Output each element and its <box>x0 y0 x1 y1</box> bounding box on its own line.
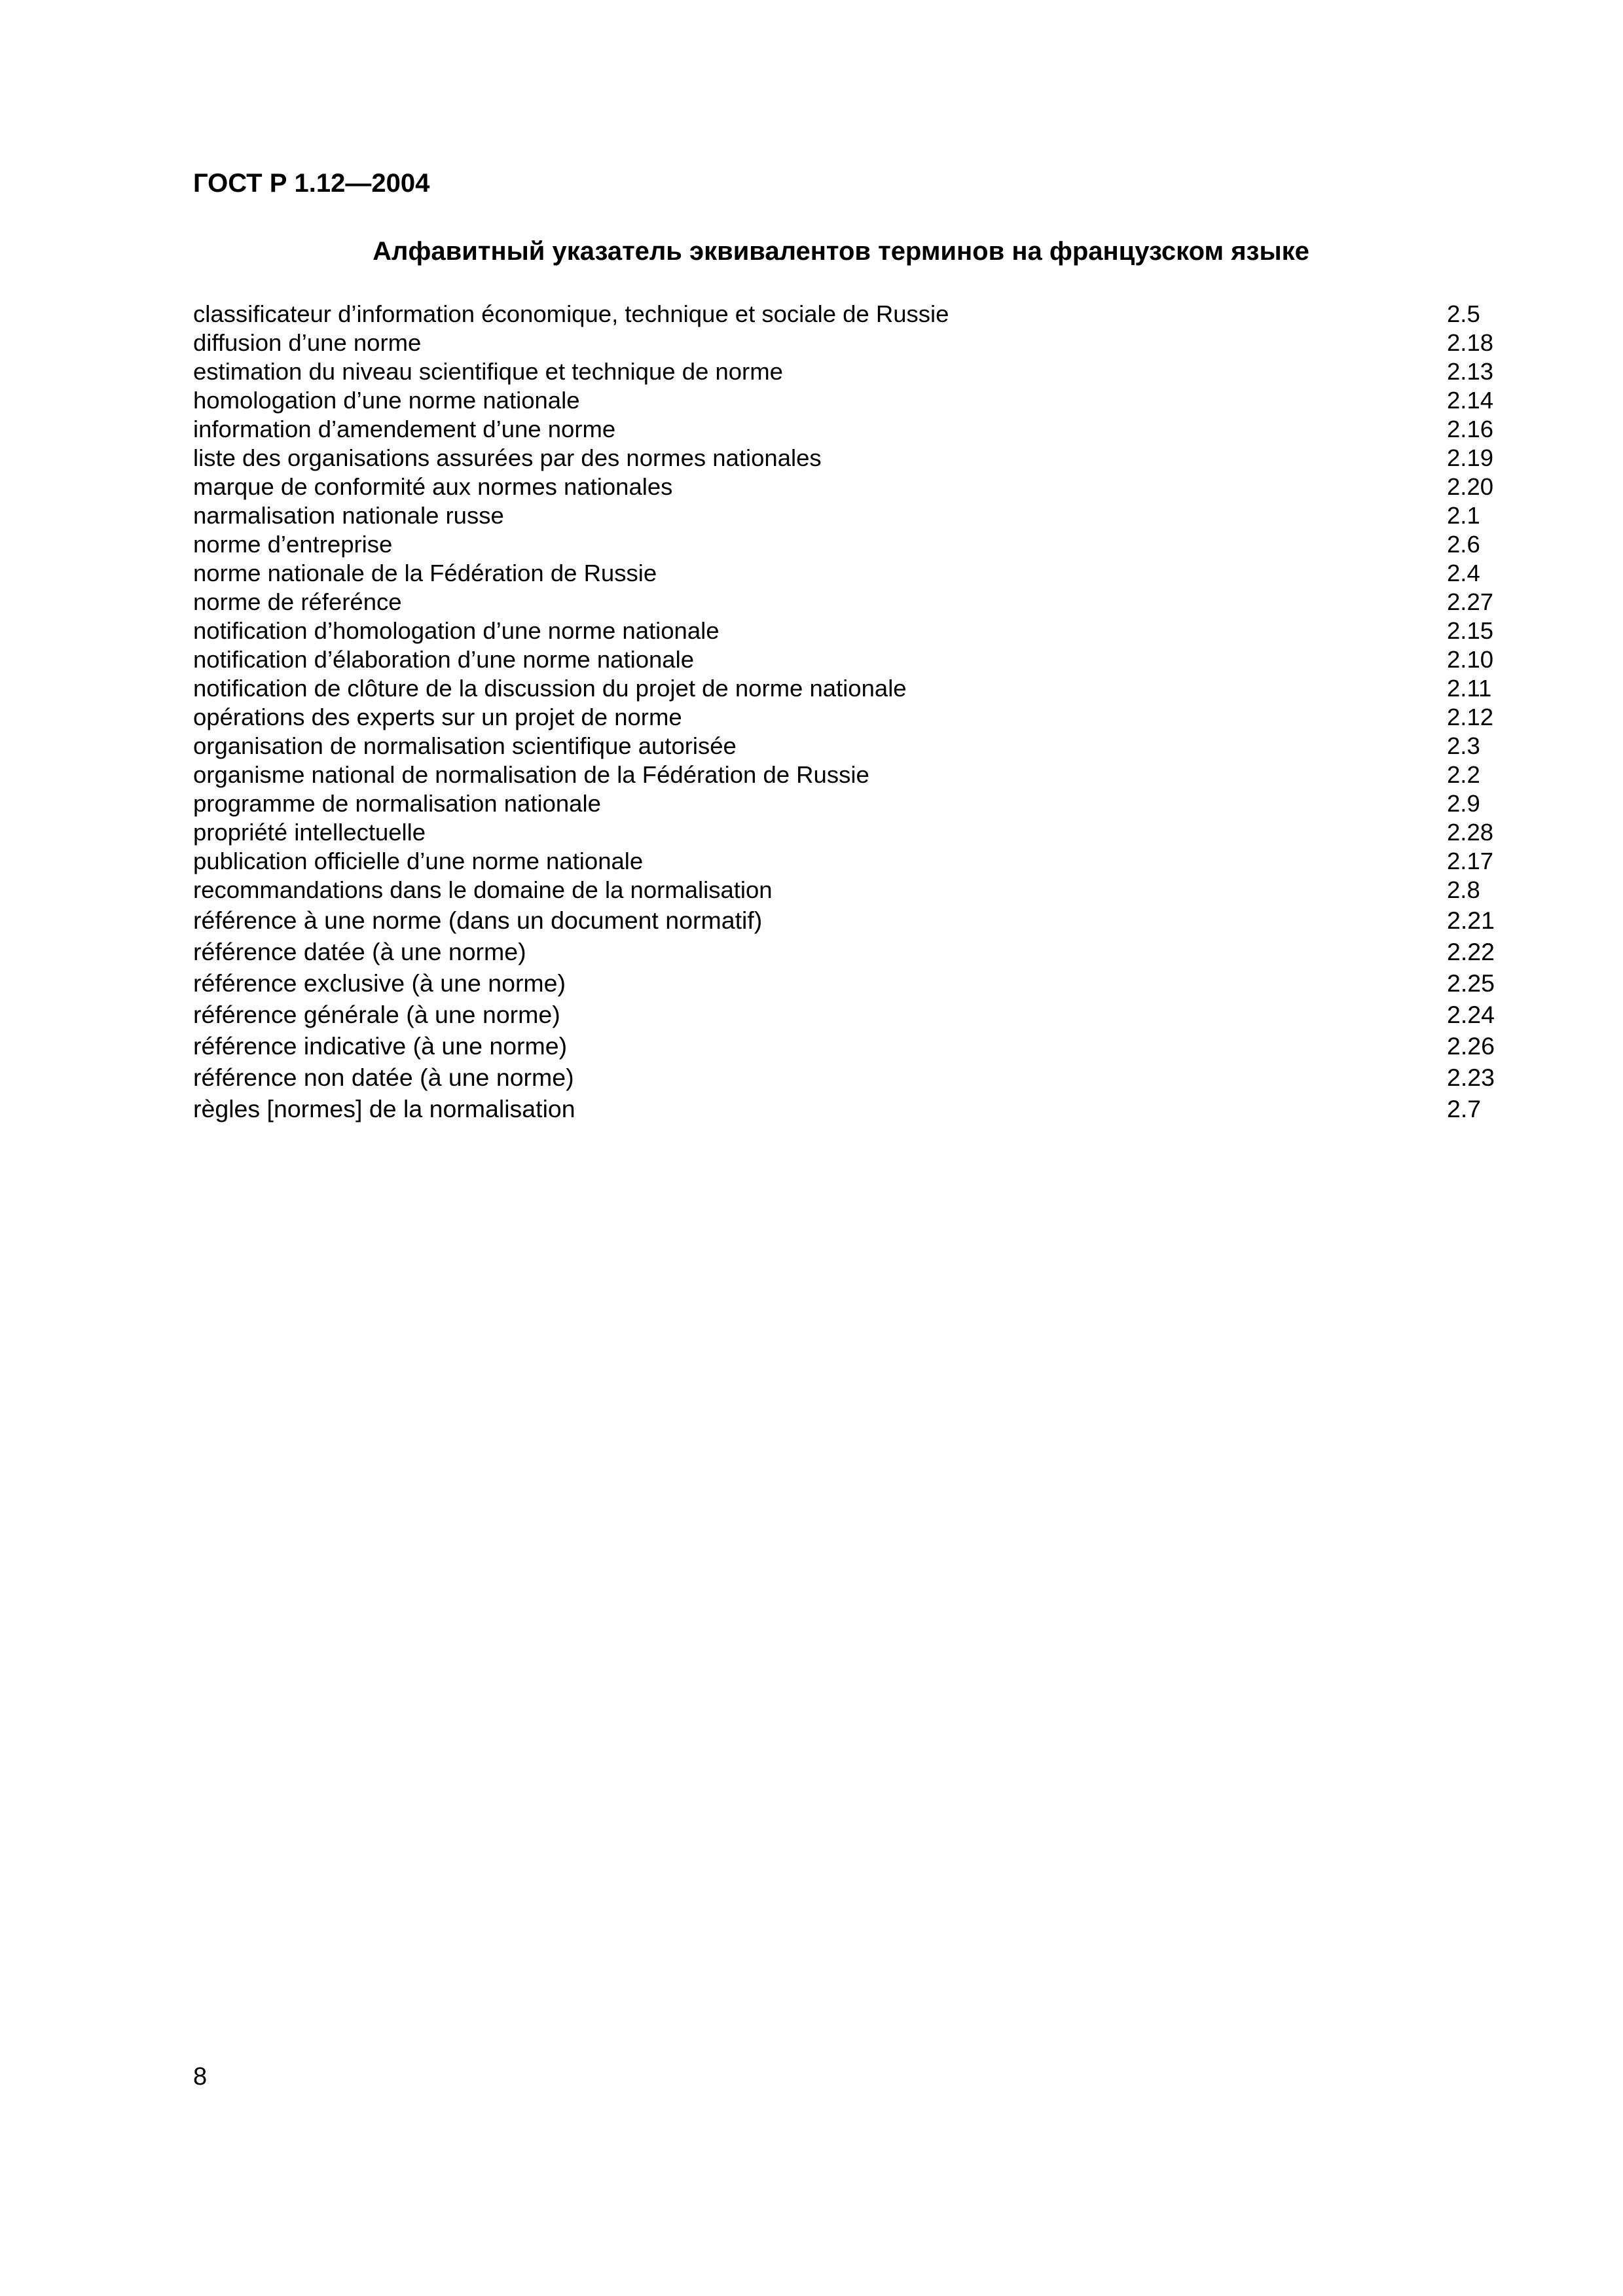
index-ref: 2.22 <box>1447 938 1495 965</box>
index-entry <box>193 999 1529 1030</box>
index-entry <box>193 386 1529 415</box>
index-term: norme d’entreprise <box>193 531 393 558</box>
index-ref: 2.17 <box>1447 848 1494 874</box>
index-ref: 2.26 <box>1447 1032 1495 1060</box>
index-term: norme nationale de la Fédération de Russie <box>193 560 657 586</box>
index-entry <box>193 967 1529 999</box>
index-ref: 2.28 <box>1447 819 1494 846</box>
index-term: diffusion d’une norme <box>193 329 422 356</box>
index-ref: 2.25 <box>1447 969 1495 997</box>
index-term: liste des organisations assurées par des normes nationales <box>193 444 822 471</box>
index-entry <box>193 732 1529 761</box>
index-term: norme de réferénce <box>193 588 402 615</box>
index-entry <box>193 617 1529 645</box>
index-ref: 2.20 <box>1447 473 1494 500</box>
index-ref: 2.5 <box>1447 300 1480 327</box>
term-index-list <box>193 300 1529 1124</box>
index-entry <box>193 329 1529 357</box>
index-ref: 2.11 <box>1447 675 1492 702</box>
index-entry <box>193 444 1529 473</box>
index-term: marque de conformité aux normes nationales <box>193 473 673 500</box>
index-ref: 2.8 <box>1447 876 1480 903</box>
index-entry <box>193 703 1529 732</box>
index-entry <box>193 876 1529 905</box>
index-entry <box>193 530 1529 559</box>
index-entry <box>193 905 1529 936</box>
index-ref: 2.23 <box>1447 1064 1495 1091</box>
page-number: 8 <box>193 2063 208 2090</box>
index-ref: 2.16 <box>1447 416 1494 442</box>
index-term: homologation d’une norme nationale <box>193 387 580 414</box>
index-entry <box>193 936 1529 967</box>
index-ref: 2.18 <box>1447 329 1494 356</box>
index-entry <box>193 1030 1529 1062</box>
index-entry <box>193 789 1529 818</box>
index-term: opérations des experts sur un projet de norme <box>193 704 682 730</box>
index-ref: 2.21 <box>1447 906 1495 934</box>
index-entry <box>193 761 1529 789</box>
index-ref: 2.24 <box>1447 1001 1495 1028</box>
index-title: Алфавитный указатель эквивалентов терминов на французском языке <box>373 237 1309 266</box>
index-term: recommandations dans le domaine de la normalisation <box>193 876 773 903</box>
index-ref: 2.7 <box>1447 1095 1482 1122</box>
index-ref: 2.27 <box>1447 588 1494 615</box>
index-term: programme de normalisation nationale <box>193 790 601 817</box>
index-entry <box>193 1062 1529 1093</box>
index-term: organisation de normalisation scientifique autorisée <box>193 732 737 759</box>
index-term: estimation du niveau scientifique et technique de norme <box>193 358 783 385</box>
index-term: classificateur d’information économique, technique et sociale de Russie <box>193 300 949 327</box>
index-term: notification d’homologation d’une norme nationale <box>193 617 720 644</box>
standard-code-header: ГОСТ Р 1.12—2004 <box>193 169 430 198</box>
index-ref: 2.19 <box>1447 444 1494 471</box>
index-ref: 2.12 <box>1447 704 1494 730</box>
index-term: règles [normes] de la normalisation <box>193 1095 575 1122</box>
index-ref: 2.6 <box>1447 531 1480 558</box>
index-entry <box>193 559 1529 588</box>
index-term: référence à une norme (dans un document normatif) <box>193 906 763 934</box>
index-ref: 2.9 <box>1447 790 1480 817</box>
index-entry <box>193 415 1529 444</box>
index-term: notification de clôture de la discussion du projet de norme nationale <box>193 675 907 702</box>
index-term: organisme national de normalisation de la Fédération de Russie <box>193 761 869 788</box>
index-term: publication officielle d’une norme nationale <box>193 848 644 874</box>
index-term: référence datée (à une norme) <box>193 938 526 965</box>
index-term: narmalisation nationale russe <box>193 502 504 529</box>
index-term: propriété intellectuelle <box>193 819 426 846</box>
index-entry <box>193 1093 1529 1124</box>
index-entry <box>193 588 1529 617</box>
index-ref: 2.13 <box>1447 358 1494 385</box>
index-entry <box>193 818 1529 847</box>
index-ref: 2.3 <box>1447 732 1480 759</box>
index-ref: 2.2 <box>1447 761 1480 788</box>
index-entry <box>193 357 1529 386</box>
index-term: référence non datée (à une norme) <box>193 1064 574 1091</box>
index-term: information d’amendement d’une norme <box>193 416 616 442</box>
index-ref: 2.14 <box>1447 387 1494 414</box>
index-ref: 2.10 <box>1447 646 1494 673</box>
index-term: référence générale (à une norme) <box>193 1001 560 1028</box>
index-entry <box>193 847 1529 876</box>
index-entry <box>193 674 1529 703</box>
index-entry <box>193 501 1529 530</box>
index-entry <box>193 645 1529 674</box>
index-ref: 2.1 <box>1447 502 1480 529</box>
index-ref: 2.4 <box>1447 560 1480 586</box>
index-term: référence exclusive (à une norme) <box>193 969 566 997</box>
index-ref: 2.15 <box>1447 617 1494 644</box>
index-entry <box>193 300 1529 329</box>
index-term: notification d’élaboration d’une norme nationale <box>193 646 695 673</box>
index-title-block <box>0 237 1623 266</box>
index-entry <box>193 473 1529 501</box>
index-term: référence indicative (à une norme) <box>193 1032 568 1060</box>
